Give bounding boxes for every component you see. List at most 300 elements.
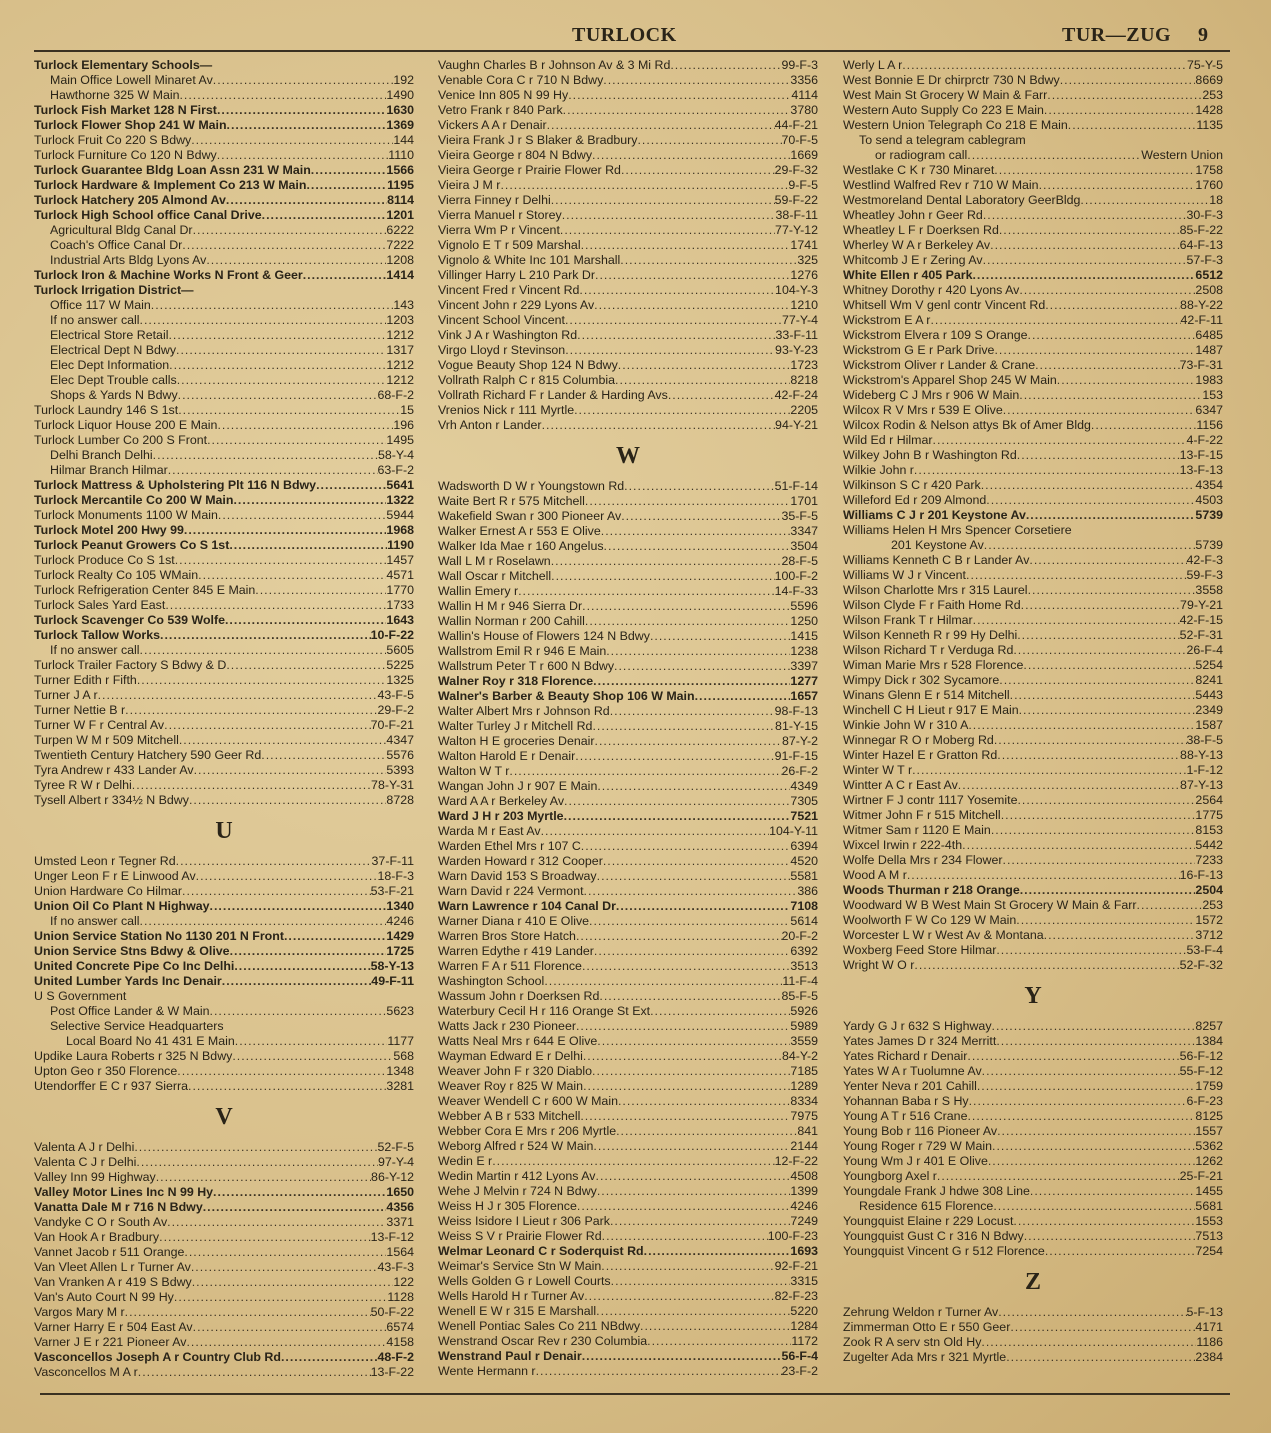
dot-leader [999, 223, 1180, 238]
listing-name: Wood A M r [843, 868, 907, 882]
listing-entry [34, 613, 414, 628]
listing-name: Unger Leon F r E Linwood Av [34, 869, 196, 883]
listing-name: Williams Helen H Mrs Spencer Corsetiere [843, 523, 1072, 537]
listing-entry [34, 899, 414, 914]
listing-entry [34, 553, 414, 568]
section-letter: Y [1024, 983, 1042, 1009]
phone-number: 97-Y-4 [377, 1155, 414, 1169]
listing-name: Whitney Dorothy r 420 Lyons Av [843, 283, 1020, 297]
listing-name: Wells Harold H r Turner Av [438, 1289, 585, 1303]
dot-leader [967, 1109, 1195, 1124]
phone-number: 1177 [387, 1034, 414, 1048]
phone-number: 1201 [386, 208, 414, 222]
dot-leader [176, 343, 386, 358]
dot-leader [542, 418, 775, 433]
dot-leader [1045, 1244, 1196, 1259]
dot-leader [551, 569, 774, 584]
listing-name: Industrial Arts Bldg Lyons Av [50, 253, 207, 267]
listing-name: Wintter A C r East Av [843, 778, 958, 792]
listing-name: Werly L A r [843, 58, 903, 72]
dot-leader [1080, 193, 1209, 208]
phone-number: 49-F-11 [371, 974, 414, 988]
listing-entry [34, 388, 414, 403]
dot-leader [191, 133, 393, 148]
dot-leader [153, 448, 378, 463]
dot-leader [186, 1335, 386, 1350]
phone-number: 52-F-32 [1179, 958, 1223, 972]
listing-entry [34, 73, 414, 88]
dot-leader [1068, 118, 1197, 133]
phone-number: 7254 [1195, 1244, 1223, 1258]
listing-name: Weiss S V r Prairie Flower Rd [438, 1229, 602, 1243]
listing-name: Valley Motor Lines Inc N 99 Hy [34, 1185, 214, 1199]
phone-number: 1135 [1196, 118, 1223, 132]
dot-leader [1003, 853, 1196, 868]
listing-name: Turlock Scavenger Co 539 Wolfe [34, 613, 225, 627]
listing-name: Venable Cora C r 710 N Bdwy [438, 73, 604, 87]
phone-number: 4246 [790, 1199, 818, 1213]
listing-entry [438, 163, 818, 178]
dot-leader [1001, 808, 1196, 823]
listing-name: Vierra Manuel r Storey [438, 208, 562, 222]
listing-name: Yates Richard r Denair [843, 1049, 968, 1063]
phone-number: 1277 [790, 674, 818, 688]
dot-leader [217, 148, 389, 163]
listing-name: Wallin Emery r [438, 584, 519, 598]
listing-name: Wickstrom G E r Park Drive [843, 343, 995, 357]
phone-number: 3356 [790, 73, 818, 87]
phone-number: 1643 [386, 613, 414, 627]
listing-entry [34, 778, 414, 793]
dot-leader [614, 659, 790, 674]
phone-number: 1325 [386, 673, 414, 687]
phone-number: 1760 [1195, 178, 1223, 192]
listing-entry [34, 118, 414, 133]
dot-leader [191, 1260, 378, 1275]
phone-number: 253 [1202, 88, 1223, 102]
listing-entry [438, 1064, 818, 1079]
listing-name: Post Office Lander & W Main [50, 1004, 210, 1018]
listing-entry [843, 118, 1223, 133]
dot-leader [189, 793, 386, 808]
listing-entry [34, 1019, 414, 1034]
listing-entry [34, 793, 414, 808]
dot-leader [577, 1199, 791, 1214]
phone-number: 3513 [790, 959, 818, 973]
listing-name: Weaver Roy r 825 W Main [438, 1079, 584, 1093]
phone-number: 84-Y-2 [781, 1049, 818, 1063]
listing-entry [34, 208, 414, 223]
column-middle [438, 58, 818, 1379]
phone-number: 1250 [790, 614, 818, 628]
listing-entry [843, 568, 1223, 583]
listing-entry [843, 553, 1223, 568]
dot-leader [136, 1155, 378, 1170]
listing-entry [843, 718, 1223, 733]
dot-leader [234, 959, 370, 974]
phone-number: 5-F-13 [1186, 1305, 1223, 1319]
phone-number: 64-F-13 [1179, 238, 1223, 252]
phone-number: 1195 [387, 178, 414, 192]
listing-name: Wickstrom's Apparel Shop 245 W Main [843, 373, 1057, 387]
listing-name: Walker Ernest A r 553 E Olive [438, 524, 601, 538]
phone-number: 1770 [386, 583, 414, 597]
listing-name: Young A T r 516 Crane [843, 1109, 968, 1123]
listing-name: Turlock Fish Market 128 N First [34, 103, 217, 117]
listing-entry [34, 298, 414, 313]
dot-leader [597, 779, 790, 794]
dot-leader [175, 553, 387, 568]
column-left [34, 58, 414, 1380]
phone-number: 93-Y-23 [775, 343, 818, 357]
dot-leader [1019, 388, 1202, 403]
phone-number: 42-F-3 [1186, 553, 1223, 567]
phone-number: 99-F-3 [781, 58, 818, 72]
listing-entry [34, 448, 414, 463]
listing-name: Vincent Fred r Vincent Rd [438, 283, 580, 297]
listing-name: Winnegar R O r Moberg Rd [843, 733, 994, 747]
phone-number: 2504 [1195, 883, 1223, 897]
listing-entry [438, 1004, 818, 1019]
dot-leader [98, 688, 378, 703]
phone-number: 1284 [790, 1319, 818, 1333]
listing-name: Turlock High School office Canal Drive [34, 208, 262, 222]
dot-leader [1044, 103, 1196, 118]
listing-entry [843, 1079, 1223, 1094]
phone-number: 5739 [1195, 508, 1223, 522]
dot-leader [582, 599, 790, 614]
dot-leader [192, 1275, 394, 1290]
phone-number: 59-F-3 [1186, 568, 1223, 582]
phone-number: 2205 [790, 403, 818, 417]
listing-name: Vincent School Vincent [438, 313, 565, 327]
phone-number: 5442 [1195, 838, 1223, 852]
listing-name: Wayman Edward E r Delhi [438, 1049, 583, 1063]
dot-leader [618, 1094, 790, 1109]
dot-leader [137, 673, 387, 688]
listing-name: Turlock Sales Yard East [34, 598, 166, 612]
listing-name: Van's Auto Court N 99 Hy [34, 1290, 174, 1304]
phone-number: 8218 [790, 373, 818, 387]
listing-name: Vasconcellos Joseph A r Country Club Rd [34, 1350, 281, 1364]
dot-leader [179, 733, 387, 748]
listing-entry [34, 133, 414, 148]
dot-leader [165, 598, 386, 613]
phone-number: 52-F-31 [1179, 628, 1223, 642]
dot-leader [125, 703, 377, 718]
phone-number: 2384 [1195, 1350, 1223, 1364]
listing-entry [34, 1004, 414, 1019]
listing-name: Weimar's Service Stn W Main [438, 1259, 602, 1273]
listing-name: Vieira George r Prairie Flower Rd [438, 163, 621, 177]
phone-number: 37-F-11 [371, 854, 414, 868]
dot-leader [583, 1079, 790, 1094]
phone-number: 50-F-22 [370, 1305, 414, 1319]
dot-leader [984, 538, 1196, 553]
phone-number: 13-F-12 [370, 1230, 414, 1244]
listing-entry [843, 1169, 1223, 1184]
listing-entry [438, 824, 818, 839]
phone-number: 1190 [387, 538, 414, 552]
listing-entry [843, 1064, 1223, 1079]
phone-number: 77-Y-12 [775, 223, 818, 237]
listing-name: Turner Edith r Fifth [34, 673, 137, 687]
listing-entry [34, 1260, 414, 1275]
dot-leader [1013, 1214, 1195, 1229]
dot-leader [188, 1079, 386, 1094]
listing-entry [438, 403, 818, 418]
dot-leader [284, 929, 386, 944]
dot-leader [1137, 898, 1203, 913]
dot-leader [1017, 793, 1195, 808]
phone-number: 100-F-2 [774, 569, 818, 583]
listing-entry [438, 974, 818, 989]
phone-number: 3559 [790, 1034, 818, 1048]
dot-leader [596, 1169, 791, 1184]
listing-name: Wilkey John B r Washington Rd [843, 448, 1017, 462]
listing-entry [34, 343, 414, 358]
listing-name: Wilson Frank T r Hilmar [843, 613, 973, 627]
dot-leader [1006, 1350, 1195, 1365]
listing-name: Westlind Walfred Rev r 710 W Main [843, 178, 1039, 192]
dot-leader [593, 1139, 790, 1154]
dot-leader [167, 1215, 386, 1230]
listing-entry [34, 989, 414, 1004]
dot-leader [601, 524, 791, 539]
listing-name: Wadsworth D W r Youngstown Rd [438, 479, 625, 493]
listing-entry [34, 568, 414, 583]
dot-leader [151, 298, 394, 313]
phone-number: 1348 [386, 1064, 414, 1078]
phone-number: 1650 [386, 1185, 414, 1199]
phone-number: 28-F-5 [781, 554, 818, 568]
dot-leader [184, 1245, 386, 1260]
phone-number: 6485 [1195, 328, 1223, 342]
dot-leader [907, 868, 1180, 883]
dot-leader [1024, 1229, 1196, 1244]
phone-number: 87-Y-13 [1180, 778, 1223, 792]
listing-name: Turlock Refrigeration Center 845 E Main [34, 583, 256, 597]
listing-entry [438, 1364, 818, 1379]
phone-number: 33-F-11 [775, 328, 818, 342]
dot-leader [218, 508, 387, 523]
phone-number: 3558 [1195, 583, 1223, 597]
phone-number: 85-F-5 [781, 989, 818, 1003]
listing-name: Turlock Motel 200 Hwy 99 [34, 523, 184, 537]
listing-name: United Lumber Yards Inc Denair [34, 974, 222, 988]
listing-name: Wenstrand Oscar Rev r 230 Columbia [438, 1334, 648, 1348]
phone-number: 1669 [790, 148, 818, 162]
listing-name: Warren Bros Store Hatch [438, 929, 576, 943]
phone-number: 1759 [1195, 1079, 1223, 1093]
phone-number: 1758 [1195, 163, 1223, 177]
listing-name: Witmer Sam r 1120 E Main [843, 823, 991, 837]
dot-leader [594, 298, 790, 313]
listing-name: Van Vranken A r 419 S Bdwy [34, 1275, 192, 1289]
phone-number: 77-Y-4 [781, 313, 818, 327]
listing-entry [843, 1019, 1223, 1034]
listing-name: Wallin Norman r 200 Cahill [438, 614, 585, 628]
phone-number: 7233 [1195, 853, 1223, 867]
dot-leader [1023, 658, 1195, 673]
listing-entry [843, 343, 1223, 358]
listing-name: Wilson Clyde F r Faith Home Rd [843, 598, 1021, 612]
dot-leader [140, 313, 387, 328]
phone-number: 8728 [386, 793, 414, 807]
phone-number: 5581 [790, 869, 818, 883]
listing-entry [843, 1214, 1223, 1229]
listing-entry [34, 643, 414, 658]
listing-name: Yohannan Baba r S Hy [843, 1094, 969, 1108]
phone-number: 325 [797, 253, 818, 267]
listing-name: Vrenios Nick r 111 Myrtle [438, 403, 575, 417]
listing-entry [438, 1184, 818, 1199]
phone-number: 1203 [386, 313, 414, 327]
listing-entry [843, 778, 1223, 793]
listing-name: Waterbury Cecil H r 116 Orange St Ext [438, 1004, 651, 1018]
phone-number: 29-F-32 [774, 163, 818, 177]
dot-leader [597, 869, 791, 884]
phone-number: 81-Y-15 [775, 719, 818, 733]
listing-entry [438, 884, 818, 899]
listing-name: Turlock Flower Shop 241 W Main [34, 118, 227, 132]
dot-leader [1060, 73, 1196, 88]
phone-number: 42-F-15 [1179, 613, 1223, 627]
listing-entry [438, 764, 818, 779]
phone-number: 5220 [790, 1304, 818, 1318]
dot-leader [255, 583, 386, 598]
dot-leader [560, 223, 775, 238]
dot-leader [1003, 403, 1196, 418]
listing-entry [843, 178, 1223, 193]
dot-leader [592, 1064, 790, 1079]
listing-name: Upton Geo r 350 Florence [34, 1064, 178, 1078]
listing-name: Turlock Liquor House 200 E Main [34, 418, 218, 432]
phone-number: 386 [797, 884, 818, 898]
phone-number: 98-F-13 [774, 704, 818, 718]
phone-number: 1212 [386, 358, 414, 372]
dot-leader [203, 1200, 387, 1215]
dot-leader [997, 748, 1180, 763]
listing-entry [34, 1034, 414, 1049]
listing-name: Zook R A serv stn Old Hy [843, 1335, 982, 1349]
listing-entry [438, 223, 818, 238]
phone-number: 4158 [386, 1335, 414, 1349]
listing-name: Turlock Tallow Works [34, 628, 160, 642]
listing-entry [843, 523, 1223, 538]
page-header [34, 24, 1234, 50]
phone-number: 8114 [387, 193, 414, 207]
phone-number: 18-F-3 [377, 869, 414, 883]
listing-name: Youngborg Axel r [843, 1169, 937, 1183]
listing-name: Weaver John F r 320 Diablo [438, 1064, 593, 1078]
listing-name: Weaver Wendell C r 600 W Main [438, 1094, 618, 1108]
listing-name: Vieira Frank J r S Blaker & Bradbury [438, 133, 638, 147]
listing-name: Vierra Wm P r Vincent [438, 223, 560, 237]
dot-leader [262, 208, 387, 223]
dot-leader [637, 133, 781, 148]
dot-leader [986, 493, 1195, 508]
dot-leader [132, 778, 371, 793]
phone-number: 1968 [386, 523, 414, 537]
listing-entry [438, 388, 818, 403]
listing-name: Turlock Realty Co 105 WMain [34, 568, 199, 582]
listing-entry [438, 88, 818, 103]
listing-entry [438, 193, 818, 208]
listing-name: Watts Neal Mrs r 644 E Olive [438, 1034, 598, 1048]
listing-entry [34, 1305, 414, 1320]
dot-leader [902, 58, 1187, 73]
phone-number: 1369 [386, 118, 414, 132]
dot-leader [1021, 598, 1180, 613]
listing-entry [438, 749, 818, 764]
listing-entry [34, 944, 414, 959]
listing-entry [843, 223, 1223, 238]
phone-number: 1384 [1195, 1034, 1223, 1048]
listing-name: Westlake C K r 730 Minaret [843, 163, 995, 177]
phone-number: 68-F-2 [377, 388, 414, 402]
dot-leader [568, 88, 791, 103]
listing-name: Witmer John F r 515 Mitchell [843, 808, 1001, 822]
listing-entry [438, 644, 818, 659]
dot-leader [620, 253, 797, 268]
phone-number: 7249 [790, 1214, 818, 1228]
listing-entry [438, 418, 818, 433]
dot-leader [999, 673, 1195, 688]
dot-leader [933, 433, 1187, 448]
phone-number: 4354 [1195, 478, 1223, 492]
phone-number: 5739 [1195, 538, 1223, 552]
phone-number: 6574 [386, 1320, 414, 1334]
listing-entry [843, 298, 1223, 313]
dot-leader [168, 328, 386, 343]
listing-name: Wilkie John r [843, 463, 914, 477]
phone-number: 7521 [790, 809, 818, 823]
listing-name: Woolworth F W Co 129 W Main [843, 913, 1017, 927]
listing-name: Wilson Richard T r Verduga Rd [843, 643, 1014, 657]
phone-number: 1733 [386, 598, 414, 612]
listing-name: Walker Ida Mae r 160 Angelus [438, 539, 604, 553]
dot-leader [1091, 418, 1196, 433]
listing-name: Electrical Dept N Bdwy [50, 343, 177, 357]
dot-leader [574, 403, 790, 418]
dot-leader [160, 628, 371, 643]
phone-number: 1429 [386, 929, 414, 943]
phone-number: 88-Y-13 [1180, 748, 1223, 762]
listing-entry [843, 853, 1223, 868]
listing-name: Turlock Produce Co S 1st [34, 553, 175, 567]
dot-leader [227, 118, 387, 133]
phone-number: 4246 [386, 914, 414, 928]
listing-name: Yates James D r 324 Merritt [843, 1034, 997, 1048]
listing-entry [438, 1319, 818, 1334]
dot-leader [1044, 928, 1196, 943]
phone-number: 1414 [386, 268, 414, 282]
listing-entry [34, 914, 414, 929]
dot-leader [597, 1184, 791, 1199]
listing-entry [438, 929, 818, 944]
listing-entry [843, 163, 1223, 178]
dot-leader [176, 854, 372, 869]
listing-name: Wiman Marie Mrs r 528 Florence [843, 658, 1024, 672]
listing-entry [843, 1350, 1223, 1365]
listing-name: Virgo Lloyd r Stevinson [438, 343, 566, 357]
listing-name: Van Vleet Allen L r Turner Av [34, 1260, 191, 1274]
listing-entry [34, 1200, 414, 1215]
phone-number: 75-Y-5 [1186, 58, 1223, 72]
listing-name: Warren Edythe r 419 Lander [438, 944, 594, 958]
dot-leader [988, 1154, 1196, 1169]
